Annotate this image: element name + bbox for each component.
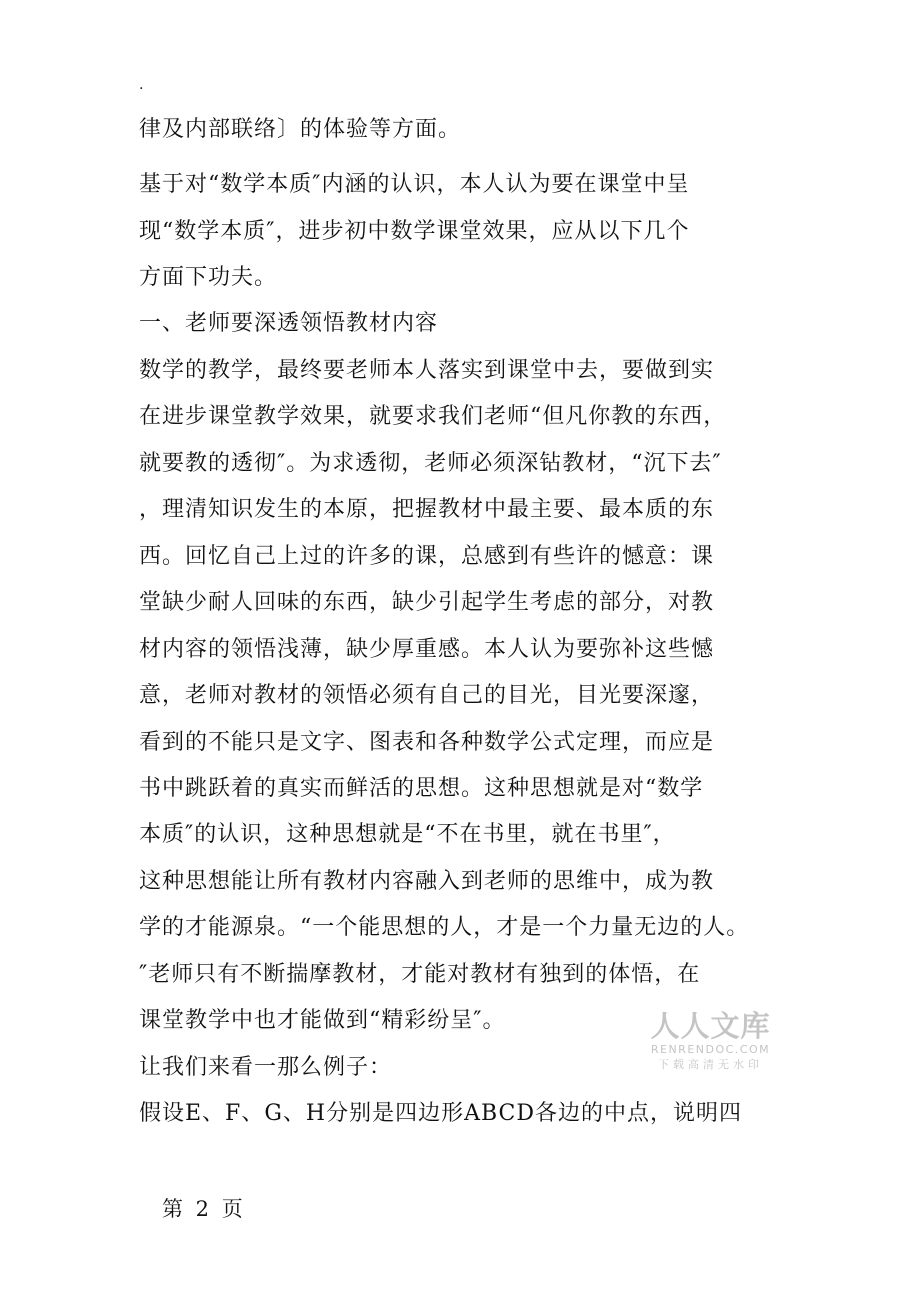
text-line: ″老师只有不断揣摩教材，才能对教材有独到的体悟，在 bbox=[139, 962, 701, 987]
text-line: 西。回忆自己上过的许多的课，总感到有些许的憾意：课 bbox=[139, 544, 715, 569]
watermark-note: 下载高清无水印 bbox=[658, 1058, 763, 1071]
watermark-subtitle: RENRENDOC.COM bbox=[650, 1043, 771, 1056]
text-line: 律及内部联络〕的体验等方面。 bbox=[139, 117, 462, 142]
text-line: 学的才能源泉。“一个能思想的人，才是一个力量无边的人。 bbox=[139, 915, 750, 940]
text-line: 在进步课堂教学效果，就要求我们老师“但凡你教的东西， bbox=[139, 404, 727, 429]
text-line: 看到的不能只是文字、图表和各种数学公式定理，而应是 bbox=[139, 730, 715, 755]
text-line: 堂缺少耐人回味的东西，缺少引起学生考虑的部分，对教 bbox=[139, 590, 715, 615]
section-heading: 一、老师要深透领悟教材内容 bbox=[139, 311, 439, 336]
text-line: 本质″的认识，这种思想就是“不在书里，就在书里″， bbox=[139, 822, 676, 847]
text-line: ，理清知识发生的本原，把握教材中最主要、最本质的东 bbox=[139, 497, 715, 522]
page-top-mark: . bbox=[139, 77, 144, 93]
text-line: 基于对“数学本质″内涵的认识，本人认为要在课堂中呈 bbox=[139, 172, 690, 197]
text-line: 材内容的领悟浅薄，缺少厚重感。本人认为要弥补这些憾 bbox=[139, 637, 715, 662]
text-line: 课堂教学中也才能做到“精彩纷呈″。 bbox=[139, 1008, 506, 1033]
watermark-logo bbox=[648, 1010, 773, 1071]
text-line: 现“数学本质″，进步初中数学课堂效果，应从以下几个 bbox=[139, 219, 690, 244]
page-number: 第 2 页 bbox=[162, 1197, 246, 1221]
text-line: 这种思想能让所有教材内容融入到老师的思维中，成为教 bbox=[139, 869, 715, 894]
text-line: 假设E、F、G、H分别是四边形ABCD各边的中点，说明四 bbox=[139, 1101, 743, 1126]
text-line: 书中跳跃着的真实而鲜活的思想。这种思想就是对“数学 bbox=[139, 776, 704, 801]
text-line: 就要教的透彻″。为求透彻，老师必须深钻教材，“沉下去″ bbox=[139, 451, 722, 476]
text-line: 让我们来看一那么例子： bbox=[139, 1055, 393, 1080]
watermark-title: 人人文库 bbox=[650, 1009, 771, 1043]
text-line: 数学的教学，最终要老师本人落实到课堂中去，要做到实 bbox=[139, 358, 715, 383]
text-line: 意，老师对教材的领悟必须有自己的目光，目光要深邃， bbox=[139, 683, 715, 708]
text-line: 方面下功夫。 bbox=[139, 265, 278, 290]
